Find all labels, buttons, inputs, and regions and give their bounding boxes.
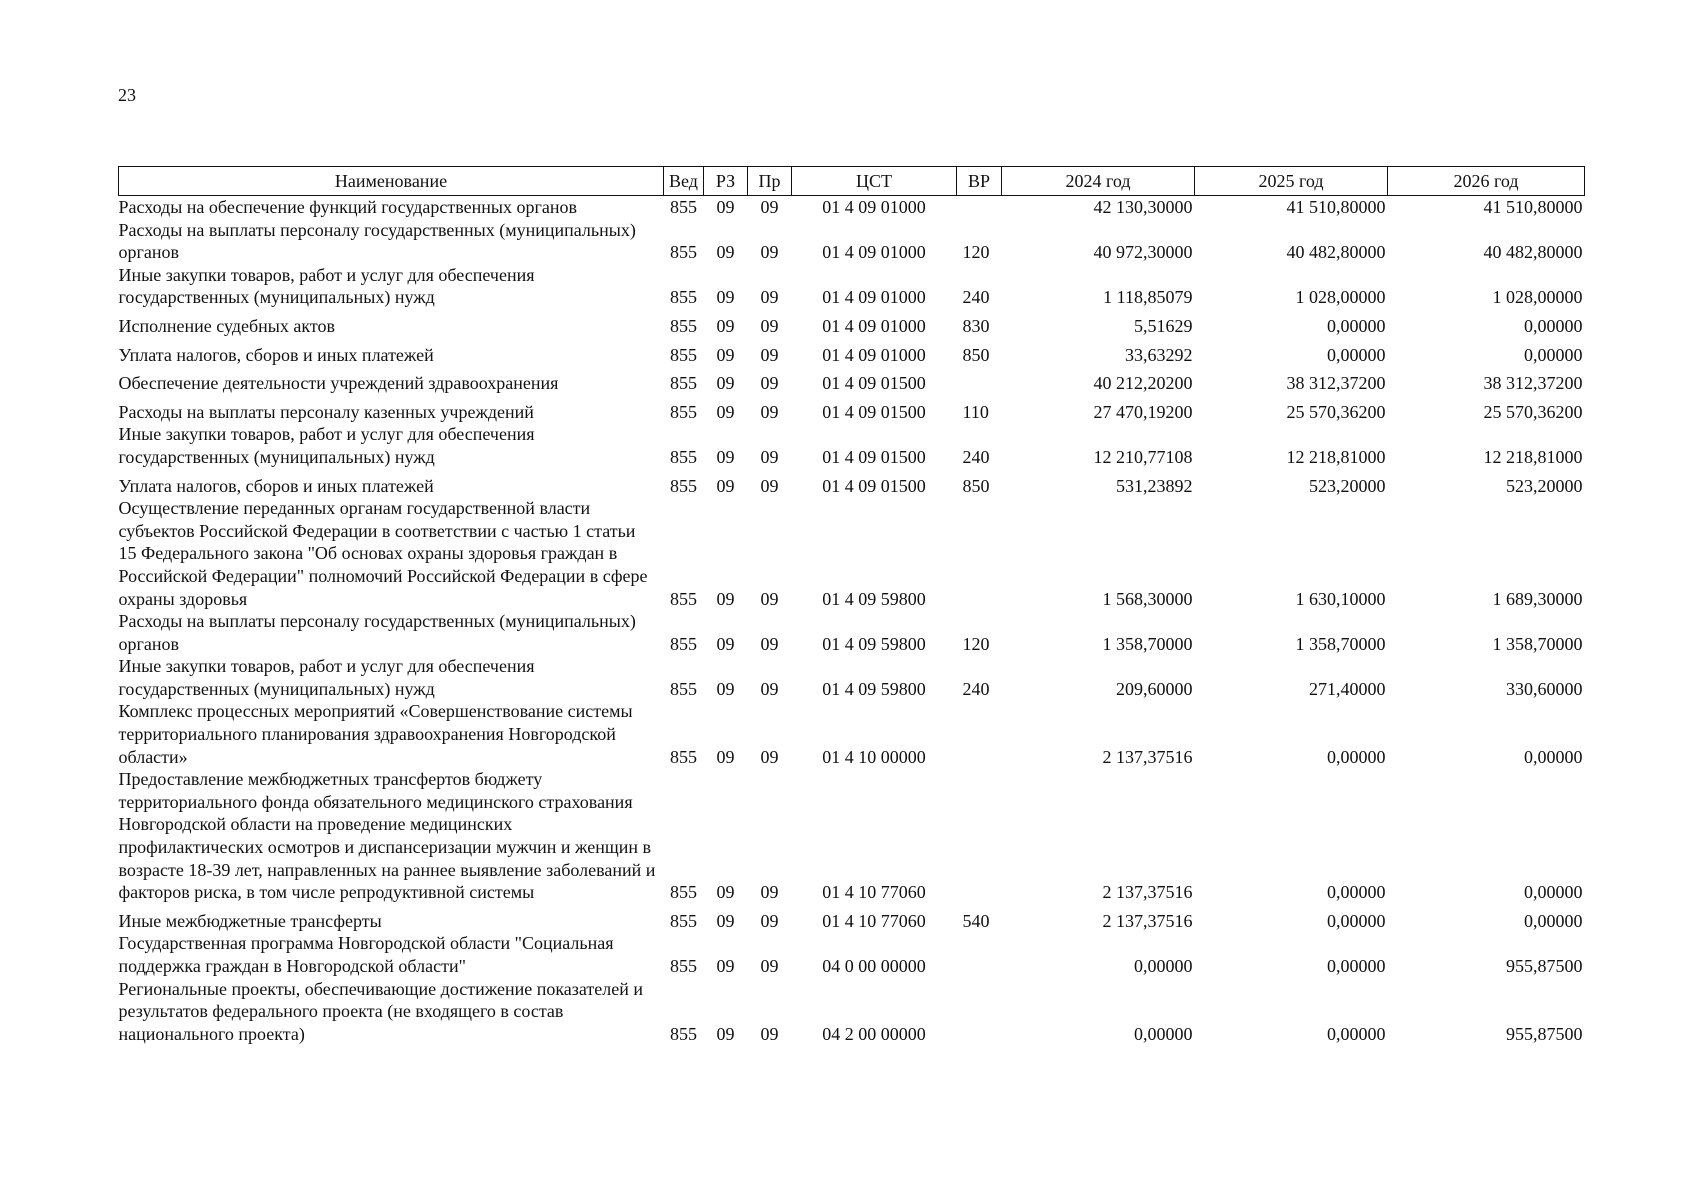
- table-cell-2026: 330,60000: [1506, 678, 1583, 699]
- table-cell-rz: 09: [716, 746, 735, 767]
- table-cell-2026: 25 570,36200: [1483, 401, 1583, 422]
- table-row: [119, 932, 1585, 977]
- table-row: [119, 978, 1585, 1046]
- table-cell-rz: 09: [716, 373, 735, 394]
- table-cell-2024: 1 358,70000: [1102, 633, 1193, 654]
- table-row: [119, 219, 1585, 264]
- table-cell-ved: 855: [670, 344, 697, 365]
- table-cell-name: Расходы на обеспечение функций государственных органов: [118, 197, 577, 217]
- table-cell-name: Обеспечение деятельности учреждений здравоохранения: [118, 373, 559, 394]
- table-cell-pr: 09: [760, 910, 779, 931]
- table-cell-cst: 01 4 09 01000: [822, 242, 926, 263]
- table-cell-pr: 09: [760, 475, 779, 496]
- table-cell-ved: 855: [670, 475, 697, 496]
- table-cell-2024: 42 130,30000: [1093, 197, 1193, 217]
- table-cell-2026: 12 218,81000: [1483, 446, 1583, 467]
- table-cell-2026: 1 028,00000: [1492, 287, 1583, 308]
- table-cell-pr: 09: [760, 746, 779, 767]
- table-cell-2025: 0,00000: [1327, 315, 1386, 336]
- table-cell-cst: 04 2 00 00000: [822, 1023, 926, 1044]
- table-cell-name: Иные закупки товаров, работ и услуг для обеспечения государственных (муниципальных) нужд: [118, 264, 535, 308]
- table-cell-rz: 09: [716, 446, 735, 467]
- table-cell-2024: 1 568,30000: [1102, 588, 1193, 609]
- header-cst: ЦСТ: [792, 167, 957, 196]
- table-cell-2024: 12 210,77108: [1093, 446, 1193, 467]
- table-cell-ved: 855: [670, 1023, 697, 1044]
- table-cell-cst: 01 4 09 59800: [822, 678, 926, 699]
- table-cell-2025: 0,00000: [1327, 956, 1386, 976]
- table-cell-2026: 0,00000: [1524, 344, 1583, 365]
- table-cell-cst: 01 4 09 01000: [822, 287, 926, 308]
- table-cell-2024: 531,23892: [1116, 475, 1193, 496]
- table-cell-pr: 09: [760, 446, 779, 467]
- table-cell-2025: 523,20000: [1309, 475, 1386, 496]
- table-cell-2024: 0,00000: [1134, 956, 1193, 976]
- header-2024: 2024 год: [1002, 167, 1195, 196]
- table-row: [119, 338, 1585, 367]
- table-header-row: [119, 167, 1585, 196]
- table-cell-pr: 09: [760, 287, 779, 308]
- table-cell-cst: 01 4 09 01000: [822, 315, 926, 336]
- table-cell-ved: 855: [670, 588, 697, 609]
- table-cell-name: Расходы на выплаты персоналу государственных (муниципальных) органов: [118, 219, 636, 263]
- table-cell-2025: 0,00000: [1327, 746, 1386, 767]
- table-cell-2025: 271,40000: [1309, 678, 1386, 699]
- table-cell-2025: 25 570,36200: [1286, 401, 1386, 422]
- table-cell-cst: 01 4 10 77060: [822, 882, 926, 903]
- table-row: [119, 469, 1585, 498]
- table-cell-ved: 855: [670, 373, 697, 394]
- table-row: [119, 655, 1585, 700]
- table-row: [119, 423, 1585, 468]
- table-row: [119, 395, 1585, 424]
- table-cell-ved: 855: [670, 956, 697, 976]
- table-cell-name: Иные закупки товаров, работ и услуг для обеспечения государственных (муниципальных) нужд: [118, 424, 535, 467]
- table-cell-2024: 2 137,37516: [1102, 746, 1193, 767]
- table-cell-cst: 01 4 09 59800: [822, 588, 926, 609]
- table-cell-2026: 0,00000: [1524, 315, 1583, 336]
- table-cell-2025: 0,00000: [1327, 1023, 1386, 1044]
- table-cell-2025: 1 630,10000: [1295, 588, 1386, 609]
- table-cell-name: Осуществление переданных органам государственной власти субъектов Российской Федерации в соответствии с частью 1 статьи 15 Федерального закона "Об основах охраны здоровья граждан в Российской Федерации" полномочий Российской Федерации в сфере охраны здоровья: [118, 498, 648, 609]
- table-cell-name: Расходы на выплаты персоналу государственных (муниципальных) органов: [118, 611, 636, 654]
- table-row: [119, 768, 1585, 904]
- table-cell-2024: 2 137,37516: [1102, 882, 1193, 903]
- table-row: [119, 309, 1585, 338]
- table-cell-ved: 855: [670, 401, 697, 422]
- table-cell-cst: 01 4 09 01500: [822, 475, 926, 496]
- table-cell-2024: 27 470,19200: [1093, 401, 1193, 422]
- table-cell-vr: [957, 196, 1002, 219]
- table-cell-2025: 12 218,81000: [1286, 446, 1386, 467]
- table-cell-rz: 09: [716, 315, 735, 336]
- table-cell-vr: [957, 366, 1002, 395]
- table-cell-ved: 855: [670, 633, 697, 654]
- table-cell-ved: 855: [670, 197, 697, 217]
- table-cell-pr: 09: [760, 197, 779, 217]
- table-cell-cst: 01 4 10 00000: [822, 746, 926, 767]
- table-cell-vr: 110: [962, 401, 989, 422]
- header-ved: Вед: [664, 167, 704, 196]
- table-cell-2026: 1 689,30000: [1492, 588, 1583, 609]
- table-cell-2026: 1 358,70000: [1492, 633, 1583, 654]
- table-cell-ved: 855: [670, 678, 697, 699]
- table-row: [119, 700, 1585, 768]
- table-cell-2024: 40 212,20200: [1093, 373, 1193, 394]
- table-cell-2025: 1 358,70000: [1295, 633, 1386, 654]
- table-cell-vr: [957, 497, 1002, 610]
- table-cell-ved: 855: [670, 746, 697, 767]
- table-cell-2025: 38 312,37200: [1286, 373, 1386, 394]
- table-cell-ved: 855: [670, 315, 697, 336]
- table-cell-rz: 09: [716, 287, 735, 308]
- table-cell-pr: 09: [760, 633, 779, 654]
- table-cell-vr: 120: [962, 633, 990, 654]
- table-cell-pr: 09: [760, 956, 779, 976]
- table-cell-pr: 09: [760, 344, 779, 365]
- table-cell-rz: 09: [716, 678, 735, 699]
- table-cell-2026: 955,87500: [1506, 1023, 1583, 1044]
- table-cell-2024: 2 137,37516: [1102, 910, 1193, 931]
- header-name: Наименование: [119, 167, 664, 196]
- table-row: [119, 264, 1585, 309]
- table-cell-2024: 5,51629: [1134, 315, 1193, 336]
- table-cell-rz: 09: [716, 401, 735, 422]
- table-cell-vr: [957, 700, 1002, 768]
- table-cell-pr: 09: [760, 401, 779, 422]
- table-cell-rz: 09: [716, 344, 735, 365]
- table-cell-vr: 240: [962, 678, 990, 699]
- table-cell-name: Государственная программа Новгородской области "Социальная поддержка граждан в Новгородской области": [118, 933, 614, 976]
- header-2026: 2026 год: [1388, 167, 1585, 196]
- table-cell-2024: 1 118,85079: [1103, 287, 1193, 308]
- table-cell-cst: 04 0 00 00000: [822, 956, 926, 976]
- table-cell-ved: 855: [670, 910, 697, 931]
- table-cell-name: Комплекс процессных мероприятий «Совершенствование системы территориального планирования здравоохранения Новгородской области»: [118, 701, 633, 767]
- table-cell-rz: 09: [716, 1023, 735, 1044]
- table-cell-rz: 09: [716, 242, 735, 263]
- table-row: [119, 366, 1585, 395]
- table-cell-name: Предоставление межбюджетных трансфертов бюджету территориального фонда обязательного медицинского страхования Новгородской области на проведение медицинских профилактических осмотров и диспансеризации мужчин и женщин в возрасте 18-39 лет, направленных на раннее выявление заболеваний и факторов риска, в том числе репродуктивной системы: [118, 769, 656, 903]
- budget-table: [118, 166, 1585, 1045]
- table-cell-pr: 09: [760, 242, 779, 263]
- table-cell-ved: 855: [670, 882, 697, 903]
- table-cell-cst: 01 4 09 01000: [822, 197, 926, 217]
- table-cell-name: Расходы на выплаты персоналу казенных учреждений: [118, 401, 534, 422]
- table-cell-rz: 09: [716, 910, 735, 931]
- table-cell-2026: 955,87500: [1506, 956, 1583, 976]
- header-vr: ВР: [957, 167, 1002, 196]
- table-cell-rz: 09: [716, 956, 735, 976]
- table-cell-cst: 01 4 09 01000: [822, 344, 926, 365]
- table-cell-rz: 09: [716, 588, 735, 609]
- table-cell-rz: 09: [716, 633, 735, 654]
- table-cell-2024: 0,00000: [1134, 1023, 1193, 1044]
- table-cell-2026: 0,00000: [1524, 746, 1583, 767]
- table-cell-vr: 850: [962, 475, 990, 496]
- table-cell-2025: 1 028,00000: [1295, 287, 1386, 308]
- table-body: [119, 196, 1585, 1046]
- table-cell-ved: 855: [670, 242, 697, 263]
- table-cell-pr: 09: [760, 315, 779, 336]
- table-cell-ved: 855: [670, 287, 697, 308]
- page-number: 23: [118, 85, 136, 105]
- table-cell-rz: 09: [716, 882, 735, 903]
- table-cell-2024: 33,63292: [1125, 344, 1193, 365]
- table-cell-cst: 01 4 09 59800: [822, 633, 926, 654]
- table-cell-pr: 09: [760, 588, 779, 609]
- table-cell-vr: 830: [962, 315, 990, 336]
- table-cell-2024: 209,60000: [1116, 678, 1193, 699]
- table-cell-vr: [957, 768, 1002, 904]
- table-cell-ved: 855: [670, 446, 697, 467]
- table-row: [119, 497, 1585, 610]
- table-cell-name: Исполнение судебных актов: [118, 315, 336, 336]
- table-row: [119, 196, 1585, 219]
- table-cell-cst: 01 4 09 01500: [822, 401, 926, 422]
- table-cell-vr: 240: [962, 446, 990, 467]
- table-cell-pr: 09: [760, 882, 779, 903]
- table-row: [119, 610, 1585, 655]
- table-cell-vr: [957, 932, 1002, 977]
- table-cell-2026: 40 482,80000: [1483, 242, 1583, 263]
- header-pr: Пр: [748, 167, 792, 196]
- table-cell-vr: 850: [962, 344, 990, 365]
- table-cell-2025: 0,00000: [1327, 882, 1386, 903]
- table-cell-2025: 0,00000: [1327, 344, 1386, 365]
- table-row: [119, 904, 1585, 933]
- table-cell-pr: 09: [760, 373, 779, 394]
- table-cell-vr: 120: [962, 242, 990, 263]
- table-cell-name: Иные межбюджетные трансферты: [118, 910, 382, 931]
- table-cell-rz: 09: [716, 197, 735, 217]
- table-cell-vr: [957, 978, 1002, 1046]
- header-rz: РЗ: [704, 167, 748, 196]
- table-cell-2025: 40 482,80000: [1286, 242, 1386, 263]
- table-cell-cst: 01 4 09 01500: [822, 446, 926, 467]
- table-cell-2026: 38 312,37200: [1483, 373, 1583, 394]
- table-cell-2026: 0,00000: [1524, 910, 1583, 931]
- table-cell-2026: 523,20000: [1506, 475, 1583, 496]
- table-cell-name: Уплата налогов, сборов и иных платежей: [118, 344, 434, 365]
- header-2025: 2025 год: [1195, 167, 1388, 196]
- table-cell-cst: 01 4 09 01500: [822, 373, 926, 394]
- table-cell-2025: 0,00000: [1327, 910, 1386, 931]
- table-cell-vr: 540: [962, 910, 990, 931]
- table-cell-cst: 01 4 10 77060: [822, 910, 926, 931]
- table-cell-name: Региональные проекты, обеспечивающие достижение показателей и результатов федерального проекта (не входящего в состав национального проекта): [118, 978, 644, 1044]
- table-cell-pr: 09: [760, 678, 779, 699]
- table-cell-2025: 41 510,80000: [1286, 197, 1386, 217]
- table-cell-2026: 0,00000: [1524, 882, 1583, 903]
- table-cell-name: Уплата налогов, сборов и иных платежей: [118, 475, 434, 496]
- table-cell-2026: 41 510,80000: [1483, 197, 1583, 217]
- table-cell-pr: 09: [760, 1023, 779, 1044]
- table-cell-rz: 09: [716, 475, 735, 496]
- table-cell-vr: 240: [962, 287, 990, 308]
- table-cell-2024: 40 972,30000: [1093, 242, 1193, 263]
- table-cell-name: Иные закупки товаров, работ и услуг для обеспечения государственных (муниципальных) нужд: [118, 656, 535, 699]
